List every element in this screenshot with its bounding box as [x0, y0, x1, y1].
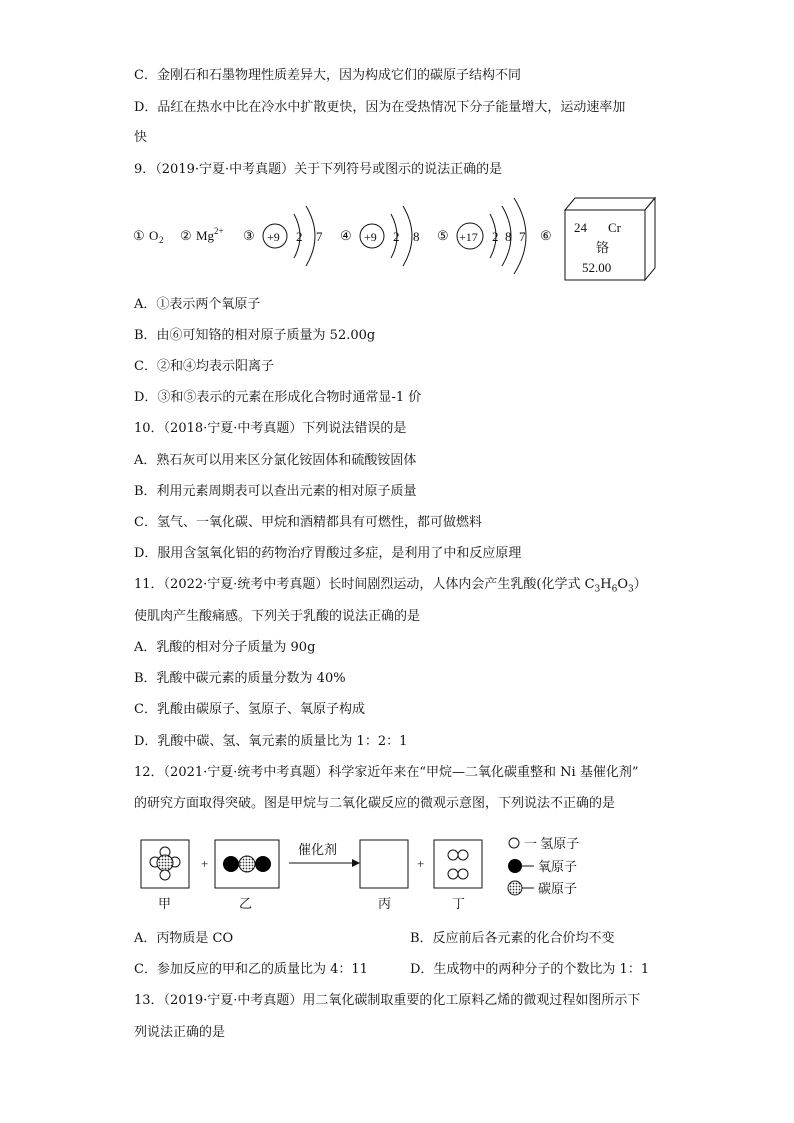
- shell-3-2: 7: [316, 229, 323, 244]
- q12-reaction-figure: [134, 828, 694, 918]
- q11-stem-text: 11．（2022·宁夏·统考中考真题）长时间剧烈运动，人体内会产生乳酸(化学式 C: [134, 577, 595, 592]
- q12-option-a: A．丙物质是 CO: [134, 931, 234, 946]
- q10-option-d: D．服用含氢氧化铝的药物治疗胃酸过多症，是利用了中和反应原理: [134, 546, 522, 561]
- legend: [508, 836, 579, 896]
- formula-sub-1: 3: [594, 584, 601, 595]
- formula-sub-3: 3: [628, 584, 634, 595]
- q9-option-c: C．②和④均表示阳离子: [134, 359, 274, 374]
- cell-atomic-number: 24: [574, 220, 587, 235]
- q9-option-b: B．由⑥可知铬的相对原子质量为 52.00g: [134, 328, 376, 343]
- q12-stem: 12．（2021·宁夏·统考中考真题）科学家近年来在“甲烷—二氧化碳重整和 Ni 基催化剂”: [134, 765, 639, 780]
- cell-symbol: Cr: [608, 220, 621, 235]
- plus-1: +: [201, 856, 209, 871]
- nucleus-5-charge: +17: [459, 230, 478, 244]
- symbol-o2: O: [149, 228, 159, 243]
- label-yi: 乙: [239, 896, 253, 911]
- q10-option-a: A．熟石灰可以用来区分氯化铵固体和硫酸铵固体: [134, 453, 417, 468]
- element-cell-cr: [565, 198, 655, 280]
- cell-mass: 52.00: [582, 260, 612, 275]
- q8-option-c: C．金刚石和石墨物理性质差异大，因为构成它们的碳原子结构不同: [134, 68, 521, 83]
- shell-4-1: 2: [393, 229, 400, 244]
- symbol-mg: Mg: [196, 228, 215, 243]
- q13-stem: 13．（2019·宁夏·中考真题）用二氧化碳制取重要的化工原料乙烯的微观过程如图所示下: [134, 993, 641, 1008]
- q11-stem-cont: 使肌肉产生酸痛感。下列关于乳酸的说法正确的是: [134, 609, 421, 624]
- q11-option-a: A．乳酸的相对分子质量为 90g: [134, 640, 316, 655]
- formula-sub-2: 6: [611, 584, 618, 595]
- fig-num-3: ③: [243, 228, 255, 243]
- label-ding: 丁: [452, 896, 466, 911]
- shell-4-2: 8: [413, 229, 420, 244]
- label-jia: 甲: [158, 896, 172, 911]
- q12-stem-cont: 的研究方面取得突破。图是甲烷与二氧化碳反应的微观示意图，下列说法不正确的是: [134, 796, 616, 811]
- symbol-mg-sup: 2+: [214, 226, 224, 236]
- shell-5-1: 2: [492, 229, 499, 244]
- q11-option-c: C．乳酸由碳原子、氢原子、氧原子构成: [134, 702, 365, 717]
- fig-num-1: ①: [133, 228, 145, 243]
- q11-stem: [134, 577, 647, 598]
- q11-option-b: B．乳酸中碳元素的质量分数为 40%: [134, 671, 346, 686]
- q12-option-d: D．生成物中的两种分子的个数比为 1：1: [410, 962, 650, 977]
- fig-num-2: ②: [180, 228, 192, 243]
- co2-molecule: [223, 856, 271, 872]
- plus-2: +: [417, 856, 425, 871]
- box-bing: [360, 840, 408, 888]
- cell-name: 铬: [596, 240, 610, 255]
- q10-option-c: C．氢气、一氧化碳、甲烷和酒精都具有可燃性，都可做燃料: [134, 515, 482, 530]
- shell-3-1: 2: [296, 229, 303, 244]
- formula-o: O: [617, 577, 629, 592]
- fig-num-6: ⑥: [540, 228, 552, 243]
- fig-num-5: ⑤: [437, 228, 449, 243]
- q9-figure: [130, 192, 670, 282]
- legend-carbon: 碳原子: [538, 881, 578, 896]
- nucleus-3-charge: +9: [267, 230, 280, 244]
- label-bing: 丙: [378, 896, 392, 911]
- q13-stem-cont: 列说法正确的是: [134, 1025, 226, 1040]
- fig-num-4: ④: [340, 228, 352, 243]
- q12-option-b: B．反应前后各元素的化合价均不变: [410, 931, 615, 946]
- box-ding: [434, 840, 482, 888]
- q8-option-d: D．品红在热水中比在冷水中扩散更快，因为在受热情况下分子能量增大，运动速率加: [134, 100, 626, 115]
- legend-hydrogen: 一 氢原子: [524, 836, 580, 851]
- q9-option-a: A．①表示两个氧原子: [134, 297, 261, 312]
- nucleus-4-charge: +9: [364, 230, 377, 244]
- shell-5-2: 8: [505, 229, 512, 244]
- catalyst-label: 催化剂: [298, 842, 338, 857]
- formula-h: H: [600, 577, 612, 592]
- q11-option-d: D．乳酸中碳、氢、氧元素的质量比为 1：2：1: [134, 734, 408, 749]
- q10-stem: 10．（2018·宁夏·中考真题）下列说法错误的是: [134, 421, 407, 436]
- q9-stem: 9．（2019·宁夏·中考真题）关于下列符号或图示的说法正确的是: [134, 162, 503, 177]
- q8-option-d-cont: 快: [134, 130, 148, 145]
- q9-option-d: D．③和⑤表示的元素在形成化合物时通常显-1 价: [134, 390, 422, 405]
- q12-option-c: C．参加反应的甲和乙的质量比为 4：11: [134, 962, 368, 977]
- symbol-o2-sub: 2: [159, 235, 164, 245]
- formula-close: ）: [633, 577, 647, 592]
- legend-oxygen: 氧原子: [538, 859, 578, 874]
- shell-5-3: 7: [519, 229, 526, 244]
- q10-option-b: B．利用元素周期表可以查出元素的相对原子质量: [134, 484, 417, 499]
